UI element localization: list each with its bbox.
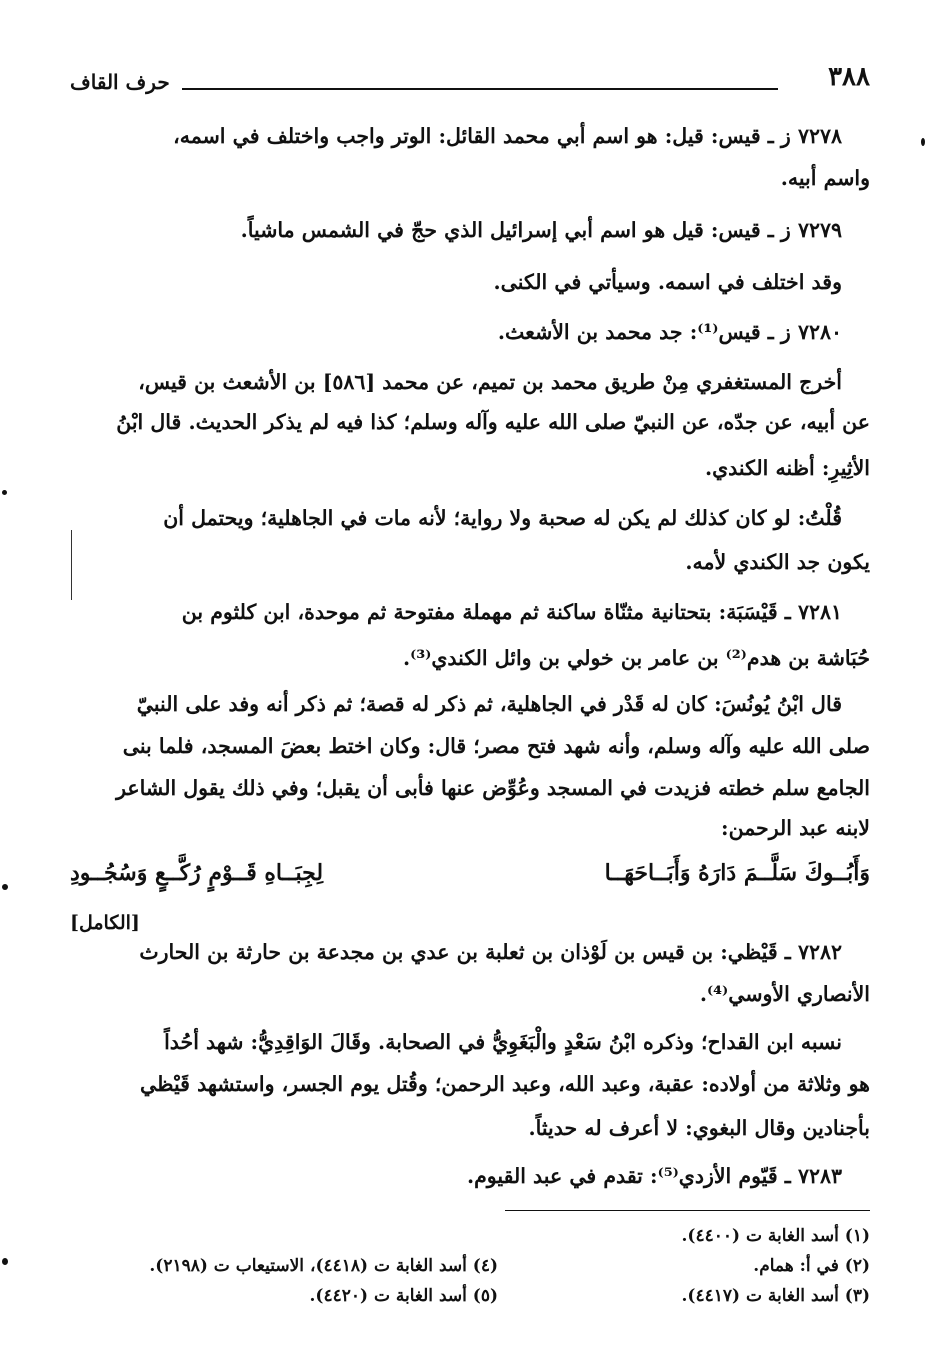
entry-7281-line-4: صلى الله عليه وآله وسلم، وأنه شهد فتح مصر؛ قال: وكان اختط بعضَ المسجد، فلما بنى	[122, 734, 870, 758]
page-number: ٣٨٨	[828, 62, 870, 92]
header-rule	[182, 88, 778, 90]
scan-speck	[2, 490, 7, 495]
entry-7281-line-2: حُبَاشة بن هدم⁽²⁾ بن عامر بن خولي بن وائل الكندي⁽³⁾.	[402, 646, 870, 670]
footnote-1: (١) أسد الغابة ت (٤٤٠٠).	[681, 1226, 870, 1246]
scan-speck	[921, 138, 925, 146]
footnote-4: (٤) أسد الغابة ت (٤٤١٨)، الاستيعاب ت (٢١٩٨).	[149, 1256, 498, 1276]
footnote-2: (٢) في أ: همام.	[753, 1256, 870, 1276]
entry-7281-line-6: لابنه عبد الرحمن:	[721, 816, 870, 840]
comment-line-2: يكون جد الكندي لأمه.	[685, 550, 870, 574]
poetry-verse	[70, 860, 870, 900]
entry-7282-line-4: هو وثلاثة من أولاده: عقبة، وعبد الله، وعبد الرحمن؛ وقُتل يوم الجسر، واستشهد قَيْظي	[140, 1072, 870, 1096]
entry-7280-line-1: أخرج المستغفري مِنْ طريق محمد بن تميم، عن محمد [٥٨٦] بن الأشعث بن قيس،	[138, 370, 842, 394]
entry-7281-line-5: الجامع سلم خطته فزيدت في المسجد وعُوِّض عنها فأبى أن يقبل؛ وفي ذلك يقول الشاعر	[116, 776, 870, 800]
entry-7279-line-1: ٧٢٧٩ ز ـ قيس: قيل هو اسم أبي إسرائيل الذي حجّ في الشمس ماشياً.	[240, 218, 842, 242]
book-page	[70, 0, 870, 1372]
footnote-5: (٥) أسد الغابة ت (٤٤٢٠).	[309, 1286, 498, 1306]
entry-7283-line-1: ٧٢٨٣ ـ قَيّوم الأزدي⁽⁵⁾: تقدم في عبد القيوم.	[466, 1164, 842, 1188]
running-header	[70, 62, 870, 102]
entry-7280-line-2: عن أبيه، عن جدّه، عن النبيّ صلى الله عليه وآله وسلم؛ كذا فيه لم يذكر الحديث. قال ابْنُ	[116, 410, 870, 434]
footnote-3: (٣) أسد الغابة ت (٤٤١٧).	[681, 1286, 870, 1306]
entry-7282-line-5: بأجنادين وقال البغوي: لا أعرف له حديثاً.	[528, 1116, 870, 1140]
margin-mark	[71, 530, 72, 600]
running-title: حرف القاف	[70, 70, 170, 94]
entry-7281-line-3: قال ابْنُ يُونُسَ: كان له قَدْر في الجاهلية، ثم ذكر له قصة؛ ثم ذكر أنه وفد على النبيّ	[136, 692, 842, 716]
entry-7280-line-3: الأثِيرِ: أظنه الكندي.	[704, 456, 870, 480]
scan-speck	[2, 884, 8, 890]
entry-7282-line-3: نسبه ابن القداح؛ وذكره ابْنُ سَعْدٍ والْبَغَوِيُّ في الصحابة. وقَالَ الوَاقِدِيُّ: شهد أحُداً	[164, 1030, 842, 1054]
entry-7281-line-1: ٧٢٨١ ـ قَيْسَبَة: بتحتانية مثنّاة ساكنة ثم مهملة مفتوحة ثم موحدة، ابن كلثوم بن	[181, 600, 842, 624]
verse-second-hemistich: لِجِبَــاهِ قَــوْمٍ رُكَّــعٍ وَسُجُــودِ	[70, 860, 324, 886]
verse-meter-label: [الكامل]	[70, 912, 140, 934]
entry-7278-line-1: ٧٢٧٨ ز ـ قيس: قيل: هو اسم أبي محمد القائل: الوتر واجب واختلف في اسمه،	[173, 124, 842, 148]
comment-line-1: قُلْتُ: لو كان كذلك لم يكن له صحبة ولا رواية؛ لأنه مات في الجاهلية؛ ويحتمل أن	[163, 506, 842, 530]
scan-speck	[2, 1258, 8, 1265]
entry-7279-line-2: وقد اختلف في اسمه. وسيأتي في الكنى.	[493, 270, 842, 294]
verse-first-hemistich: وَأَبُــوكَ سَلَّــمَ دَارَهُ وَأَبَــاحَهَــا	[604, 860, 870, 886]
entry-7282-line-1: ٧٢٨٢ ـ قَيْظي: بن قيس بن لَوْذان بن ثعلبة بن عدي بن مجدعة بن حارثة بن الحارث	[139, 940, 842, 964]
footnote-separator	[505, 1210, 870, 1211]
entry-7282-line-2: الأنصاري الأوسي⁽⁴⁾.	[699, 982, 870, 1006]
entry-7278-line-2: واسم أبيه.	[780, 166, 870, 190]
entry-7280-heading: ٧٢٨٠ ز ـ قيس⁽¹⁾: جد محمد بن الأشعث.	[497, 320, 842, 344]
